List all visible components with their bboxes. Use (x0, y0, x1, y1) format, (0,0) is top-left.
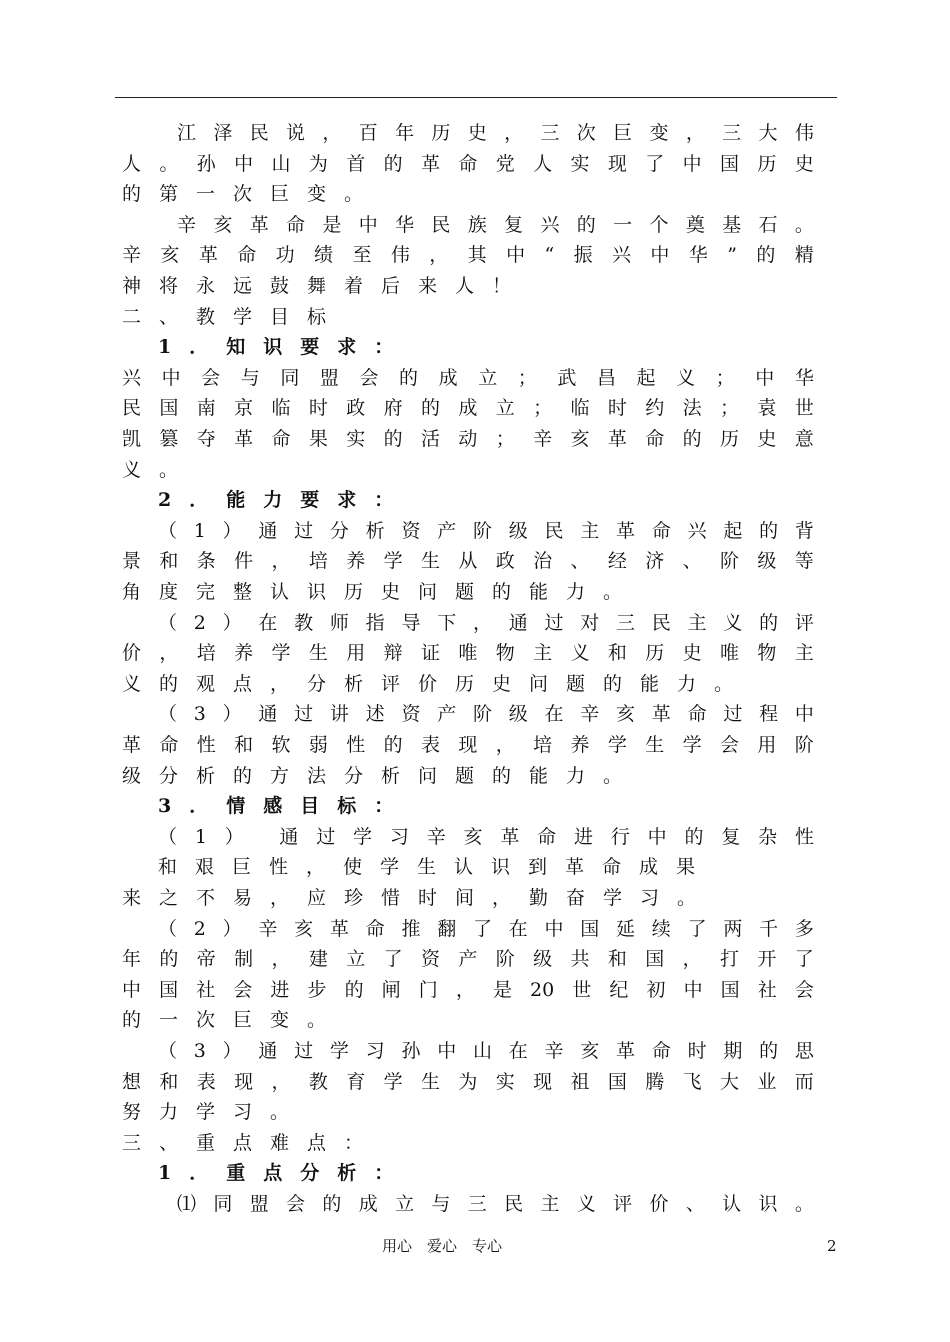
text-line: 想 和 表 现 ， 教 育 学 生 为 实 现 祖 国 腾 飞 大 业 而 (122, 1070, 814, 1093)
text-line: 级分析的方法分析问题的能力。 (122, 764, 641, 787)
text-line: 义的观点，分析评价历史问题的能力。 (122, 672, 752, 695)
text-line: （ 1 ） 通 过 分 析 资 产 阶 级 民 主 革 命 兴 起 的 背 (158, 519, 814, 542)
text-line: 人 。 孙 中 山 为 首 的 革 命 党 人 实 现 了 中 国 历 史 (122, 152, 814, 175)
text-line: 义。 (122, 458, 197, 481)
text-line: （ 3 ） 通 过 学 习 孙 中 山 在 辛 亥 革 命 时 期 的 思 (158, 1040, 814, 1062)
header-rule (115, 97, 837, 98)
text-line: （ 3 ） 通 过 讲 述 资 产 阶 级 在 辛 亥 革 命 过 程 中 (158, 703, 814, 726)
text-line: 二、教学目标 (122, 305, 345, 328)
text-line: 的一次巨变。 (122, 1009, 345, 1032)
text-line: 的第一次巨变。 (122, 183, 382, 206)
text-line: 辛 亥 革 命 是 中 华 民 族 复 兴 的 一 个 奠 基 石 。 (177, 213, 814, 236)
text-line: 价 ， 培 养 学 生 用 辩 证 唯 物 主 义 和 历 史 唯 物 主 (122, 642, 814, 665)
text-line: 和艰巨性，使学生认识到革命成果 (158, 856, 714, 879)
text-line: 兴 中 会 与 同 盟 会 的 成 立 ； 武 昌 起 义 ； 中 华 (122, 366, 814, 389)
text-line: 民 国 南 京 临 时 政 府 的 成 立 ； 临 时 约 法 ； 袁 世 (122, 397, 814, 420)
text-line: 景 和 条 件 ， 培 养 学 生 从 政 治 、 经 济 、 阶 级 等 (122, 550, 814, 573)
text-line: 辛 亥 革 命 功 绩 至 伟 ， 其 中 “ 振 兴 中 华 ” 的 精 (122, 244, 814, 267)
text-line: 3．情感目标： (158, 795, 412, 818)
text-line: （ 2 ） 在 教 师 指 导 下 ， 通 过 对 三 民 主 义 的 评 (158, 611, 814, 634)
text-line: ⑴ 同 盟 会 的 成 立 与 三 民 主 义 评 价 、 认 识 。 (177, 1193, 814, 1215)
text-line: 努力学习。 (122, 1101, 308, 1124)
text-line: 神将永远鼓舞着后来人！ (122, 275, 530, 297)
text-line: 来之不易，应珍惜时间，勤奋学习。 (122, 887, 715, 909)
footer-motto: 用心 爱心 专心 (382, 1237, 503, 1255)
text-line: 中 国 社 会 进 步 的 闸 门 ， 是 20 世 纪 初 中 国 社 会 (122, 978, 814, 1001)
text-line: 革 命 性 和 软 弱 性 的 表 现 ， 培 养 学 生 学 会 用 阶 (122, 734, 814, 756)
text-line: （ 1 ） 通 过 学 习 辛 亥 革 命 进 行 中 的 复 杂 性 (158, 825, 814, 848)
page-footer (0, 1236, 950, 1256)
page-number: 2 (827, 1237, 837, 1255)
text-line: （ 2 ） 辛 亥 革 命 推 翻 了 在 中 国 延 续 了 两 千 多 (158, 917, 814, 940)
text-line: 年 的 帝 制 ， 建 立 了 资 产 阶 级 共 和 国 ， 打 开 了 (122, 948, 814, 971)
text-line: 2．能力要求： (158, 489, 412, 512)
text-line: 三、重点难点： (122, 1131, 382, 1154)
text-line: 角度完整认识历史问题的能力。 (122, 581, 641, 603)
text-line: 凯 篡 夺 革 命 果 实 的 活 动 ； 辛 亥 革 命 的 历 史 意 (122, 428, 814, 450)
text-line: 1．重点分析： (158, 1162, 412, 1185)
text-line: 江 泽 民 说 ， 百 年 历 史 ， 三 次 巨 变 ， 三 大 伟 (177, 122, 814, 144)
text-line: 1．知识要求： (158, 336, 412, 359)
